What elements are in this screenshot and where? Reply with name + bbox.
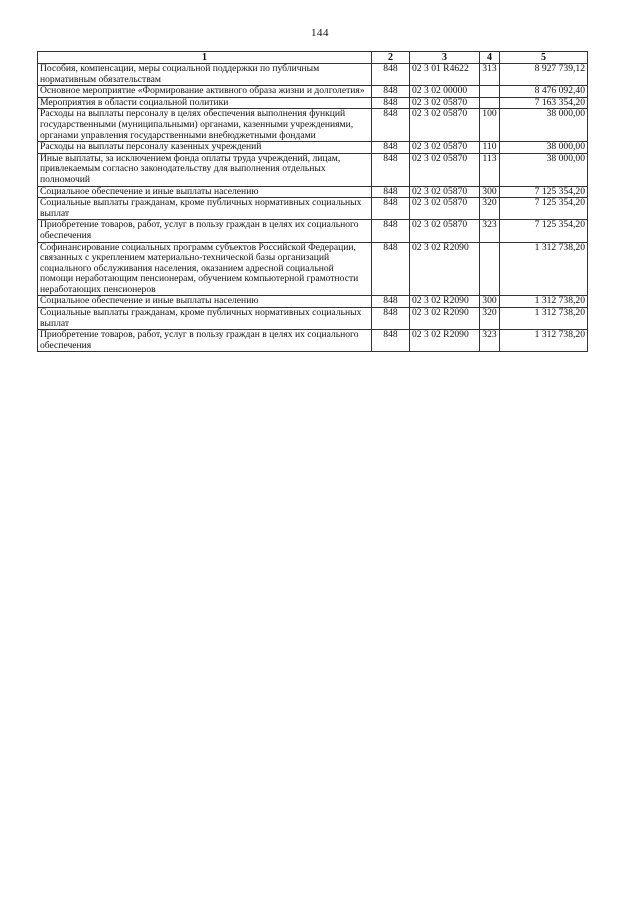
cell-type <box>480 242 500 296</box>
table-row <box>38 97 588 109</box>
cell-target: 02 3 02 R2090 <box>410 308 480 330</box>
table-header-row <box>38 52 588 64</box>
cell-code: 848 <box>372 153 410 186</box>
cell-target: 02 3 02 05870 <box>410 109 480 142</box>
cell-code: 848 <box>372 97 410 109</box>
cell-desc: Расходы на выплаты персоналу в целях обеспечения выполнения функций государственными (муниципальными) органами, казенными учреждениями, органами управления государственными внебюджетными фондами <box>38 109 372 142</box>
cell-sum: 1 312 738,20 <box>500 308 588 330</box>
cell-target: 02 3 02 05870 <box>410 153 480 186</box>
cell-target: 02 3 02 05870 <box>410 220 480 242</box>
cell-target: 02 3 02 R2090 <box>410 330 480 352</box>
table-row <box>38 198 588 220</box>
cell-desc: Социальное обеспечение и иные выплаты населению <box>38 186 372 198</box>
table-row <box>38 330 588 352</box>
cell-code: 848 <box>372 64 410 86</box>
column-header-5: 5 <box>500 52 588 64</box>
cell-type: 113 <box>480 153 500 186</box>
cell-type: 110 <box>480 142 500 154</box>
cell-desc: Софинансирование социальных программ субъектов Российской Федерации, связанных с укреплением материально-технической базы организаций социального обслуживания населения, оказанием адресной социальной помощи неработающим пенсионерам, обучением компьютерной грамотности неработающих пенсионеров <box>38 242 372 296</box>
cell-desc: Приобретение товаров, работ, услуг в пользу граждан в целях их социального обеспечения <box>38 330 372 352</box>
cell-type: 320 <box>480 308 500 330</box>
cell-sum: 8 476 092,40 <box>500 86 588 98</box>
table-row <box>38 86 588 98</box>
cell-sum: 38 000,00 <box>500 109 588 142</box>
cell-type: 313 <box>480 64 500 86</box>
cell-code: 848 <box>372 308 410 330</box>
cell-desc: Основное мероприятие «Формирование активного образа жизни и долголетия» <box>38 86 372 98</box>
cell-sum: 1 312 738,20 <box>500 330 588 352</box>
cell-target: 02 3 01 R4622 <box>410 64 480 86</box>
cell-desc: Приобретение товаров, работ, услуг в пользу граждан в целях их социального обеспечения <box>38 220 372 242</box>
table-row <box>38 220 588 242</box>
cell-target: 02 3 02 05870 <box>410 97 480 109</box>
cell-type: 300 <box>480 186 500 198</box>
cell-code: 848 <box>372 186 410 198</box>
cell-desc: Мероприятия в области социальной политики <box>38 97 372 109</box>
cell-target: 02 3 02 00000 <box>410 86 480 98</box>
cell-desc: Иные выплаты, за исключением фонда оплаты труда учреждений, лицам, привлекаемым согласно законодательству для выполнения отдельных полномочий <box>38 153 372 186</box>
cell-type: 300 <box>480 296 500 308</box>
cell-code: 848 <box>372 198 410 220</box>
cell-desc: Социальные выплаты гражданам, кроме публичных нормативных социальных выплат <box>38 198 372 220</box>
page-number: 144 <box>311 27 329 39</box>
column-header-2: 2 <box>372 52 410 64</box>
cell-code: 848 <box>372 242 410 296</box>
cell-type: 100 <box>480 109 500 142</box>
cell-sum: 38 000,00 <box>500 142 588 154</box>
cell-type <box>480 97 500 109</box>
cell-code: 848 <box>372 142 410 154</box>
cell-target: 02 3 02 05870 <box>410 198 480 220</box>
cell-type: 323 <box>480 330 500 352</box>
cell-type: 320 <box>480 198 500 220</box>
table-row <box>38 153 588 186</box>
table-row <box>38 142 588 154</box>
cell-code: 848 <box>372 330 410 352</box>
cell-desc: Пособия, компенсации, меры социальной поддержки по публичным нормативным обязательствам <box>38 64 372 86</box>
cell-sum: 7 163 354,20 <box>500 97 588 109</box>
cell-target: 02 3 02 05870 <box>410 186 480 198</box>
cell-target: 02 3 02 R2090 <box>410 296 480 308</box>
table-row <box>38 186 588 198</box>
table-row <box>38 64 588 86</box>
budget-table <box>37 51 588 352</box>
column-header-1: 1 <box>38 52 372 64</box>
cell-desc: Расходы на выплаты персоналу казенных учреждений <box>38 142 372 154</box>
cell-type <box>480 86 500 98</box>
cell-code: 848 <box>372 109 410 142</box>
cell-target: 02 3 02 R2090 <box>410 242 480 296</box>
cell-desc: Социальное обеспечение и иные выплаты населению <box>38 296 372 308</box>
cell-sum: 1 312 738,20 <box>500 296 588 308</box>
cell-sum: 8 927 739,12 <box>500 64 588 86</box>
cell-sum: 7 125 354,20 <box>500 186 588 198</box>
cell-target: 02 3 02 05870 <box>410 142 480 154</box>
table-row <box>38 109 588 142</box>
cell-sum: 7 125 354,20 <box>500 220 588 242</box>
cell-code: 848 <box>372 220 410 242</box>
table-row <box>38 308 588 330</box>
cell-sum: 1 312 738,20 <box>500 242 588 296</box>
column-header-4: 4 <box>480 52 500 64</box>
column-header-3: 3 <box>410 52 480 64</box>
cell-desc: Социальные выплаты гражданам, кроме публичных нормативных социальных выплат <box>38 308 372 330</box>
cell-code: 848 <box>372 86 410 98</box>
table-row <box>38 242 588 296</box>
cell-type: 323 <box>480 220 500 242</box>
table-row <box>38 296 588 308</box>
cell-sum: 7 125 354,20 <box>500 198 588 220</box>
cell-sum: 38 000,00 <box>500 153 588 186</box>
cell-code: 848 <box>372 296 410 308</box>
